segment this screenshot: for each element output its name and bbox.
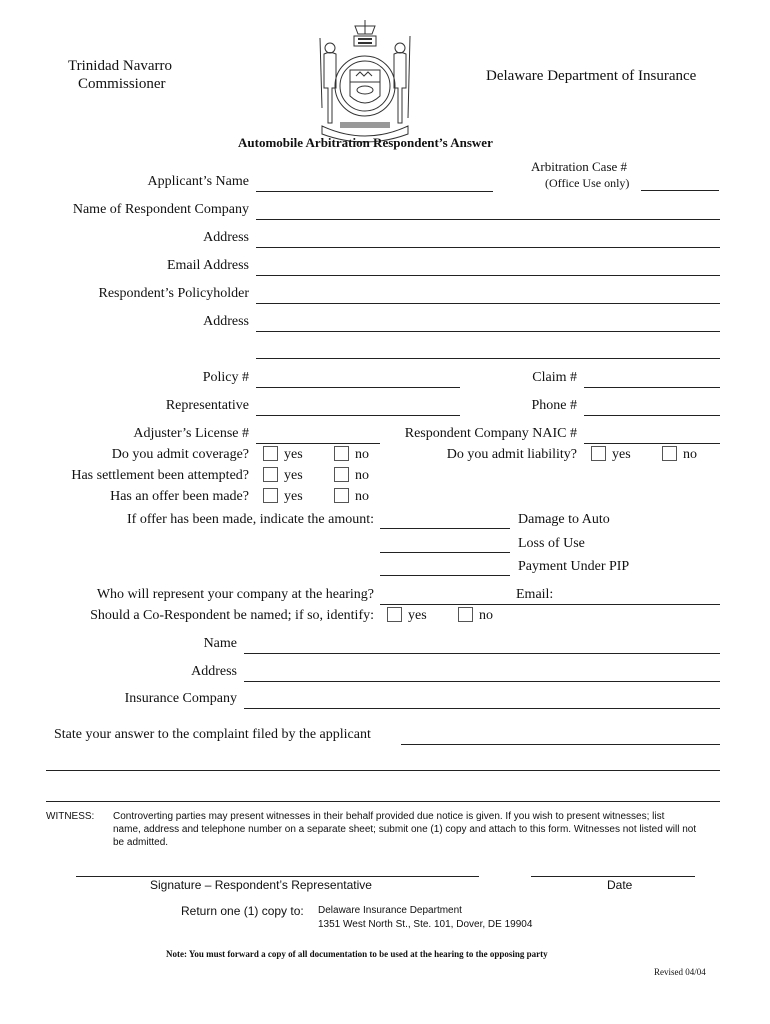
state-answer-label: State your answer to the complaint filed by the applicant	[54, 727, 371, 742]
arbitration-case-input[interactable]	[641, 170, 719, 191]
phone-input[interactable]	[584, 395, 720, 416]
admit-liability-yes-checkbox[interactable]	[591, 446, 606, 461]
co-address-label: Address	[191, 664, 237, 679]
corespondent-no-label: no	[479, 608, 493, 623]
admit-coverage-yes-checkbox[interactable]	[263, 446, 278, 461]
representative-email-input[interactable]	[510, 584, 720, 605]
policyholder-address-label: Address	[203, 314, 249, 329]
admit-liability-yes-label: yes	[612, 447, 631, 462]
policyholder-address-input[interactable]	[256, 311, 720, 332]
witness-text-line-2: name, address and telephone number on a separate sheet; submit one (1) copy and attach to this form. Witnesses not listed will not	[113, 824, 697, 835]
pip-label: Payment Under PIP	[518, 559, 630, 574]
department-name: Delaware Department of Insurance	[486, 68, 697, 84]
admit-coverage-no-checkbox[interactable]	[334, 446, 349, 461]
corespondent-yes-checkbox[interactable]	[387, 607, 402, 622]
corespondent-yes-label: yes	[408, 608, 427, 623]
loss-amount-input[interactable]	[380, 532, 510, 553]
settlement-yes-label: yes	[284, 468, 303, 483]
signature-label: Signature – Respondent’s Representative	[150, 878, 372, 892]
answer-input-2[interactable]	[46, 750, 720, 771]
footer-note: Note: You must forward a copy of all documentation to be used at the hearing to the opposing party	[166, 949, 548, 959]
damage-amount-input[interactable]	[380, 508, 510, 529]
revised-date: Revised 04/04	[654, 967, 706, 977]
settlement-label: Has settlement been attempted?	[71, 468, 249, 483]
date-line[interactable]	[531, 876, 695, 877]
respondent-company-input[interactable]	[256, 199, 720, 220]
offer-yes-checkbox[interactable]	[263, 488, 278, 503]
representative-label: Representative	[165, 398, 249, 413]
representative-input[interactable]	[256, 395, 460, 416]
witness-text-line-3: be admitted.	[113, 837, 169, 848]
form-title: Automobile Arbitration Respondent’s Answer	[238, 135, 493, 150]
policy-label: Policy #	[202, 370, 249, 385]
policyholder-input[interactable]	[256, 283, 720, 304]
commissioner-title: Commissioner	[78, 76, 166, 92]
admit-liability-no-label: no	[683, 447, 697, 462]
admit-liability-no-checkbox[interactable]	[662, 446, 677, 461]
applicants-name-input[interactable]	[256, 171, 493, 192]
office-use-label: (Office Use only)	[545, 176, 630, 190]
settlement-no-checkbox[interactable]	[334, 467, 349, 482]
offer-no-label: no	[355, 489, 369, 504]
offer-amount-label: If offer has been made, indicate the amount:	[127, 512, 374, 527]
co-name-input[interactable]	[244, 633, 720, 654]
signature-line[interactable]	[76, 876, 479, 877]
witness-label: WITNESS:	[46, 811, 95, 822]
offer-label: Has an offer been made?	[110, 489, 249, 504]
naic-input[interactable]	[584, 423, 720, 444]
address-input[interactable]	[256, 227, 720, 248]
policy-input[interactable]	[256, 367, 460, 388]
applicants-name-label: Applicant’s Name	[147, 174, 249, 189]
who-represent-input[interactable]	[380, 584, 510, 605]
insurance-company-label: Insurance Company	[124, 691, 237, 706]
admit-liability-label: Do you admit liability?	[446, 447, 577, 462]
state-seal-icon	[310, 18, 420, 146]
answer-input-1[interactable]	[401, 724, 720, 745]
co-name-label: Name	[203, 636, 237, 651]
loss-label: Loss of Use	[518, 536, 585, 551]
corespondent-label: Should a Co-Respondent be named; if so, identify:	[90, 608, 374, 623]
corespondent-no-checkbox[interactable]	[458, 607, 473, 622]
offer-yes-label: yes	[284, 489, 303, 504]
co-address-input[interactable]	[244, 661, 720, 682]
insurance-company-input[interactable]	[244, 688, 720, 709]
who-represent-label: Who will represent your company at the hearing?	[96, 587, 374, 602]
date-label: Date	[607, 878, 633, 892]
admit-coverage-yes-label: yes	[284, 447, 303, 462]
pip-amount-input[interactable]	[380, 555, 510, 576]
damage-label: Damage to Auto	[518, 512, 610, 527]
address-label: Address	[203, 230, 249, 245]
policyholder-address-input-2[interactable]	[256, 338, 720, 359]
offer-no-checkbox[interactable]	[334, 488, 349, 503]
answer-input-3[interactable]	[46, 781, 720, 802]
policyholder-label: Respondent’s Policyholder	[98, 286, 249, 301]
adjuster-license-input[interactable]	[256, 423, 380, 444]
admit-coverage-no-label: no	[355, 447, 369, 462]
naic-label: Respondent Company NAIC #	[404, 426, 577, 441]
arbitration-case-label: Arbitration Case #	[531, 159, 628, 174]
claim-input[interactable]	[584, 367, 720, 388]
witness-text-line-1: Controverting parties may present witnesses in their behalf provided due notice is given. If you wish to present witnesses; list	[113, 811, 665, 822]
email-address-label: Email Address	[166, 258, 249, 273]
return-label: Return one (1) copy to:	[181, 904, 304, 918]
claim-label: Claim #	[532, 370, 577, 385]
respondent-company-label: Name of Respondent Company	[72, 202, 249, 217]
settlement-no-label: no	[355, 468, 369, 483]
return-address-line-2: 1351 West North St., Ste. 101, Dover, DE 19904	[318, 919, 533, 930]
email-address-input[interactable]	[256, 255, 720, 276]
settlement-yes-checkbox[interactable]	[263, 467, 278, 482]
commissioner-name: Trinidad Navarro	[68, 58, 173, 74]
return-address-line-1: Delaware Insurance Department	[318, 905, 462, 916]
email-label: Email:	[516, 587, 554, 602]
admit-coverage-label: Do you admit coverage?	[111, 447, 249, 462]
phone-label: Phone #	[531, 398, 577, 413]
adjuster-license-label: Adjuster’s License #	[133, 426, 249, 441]
